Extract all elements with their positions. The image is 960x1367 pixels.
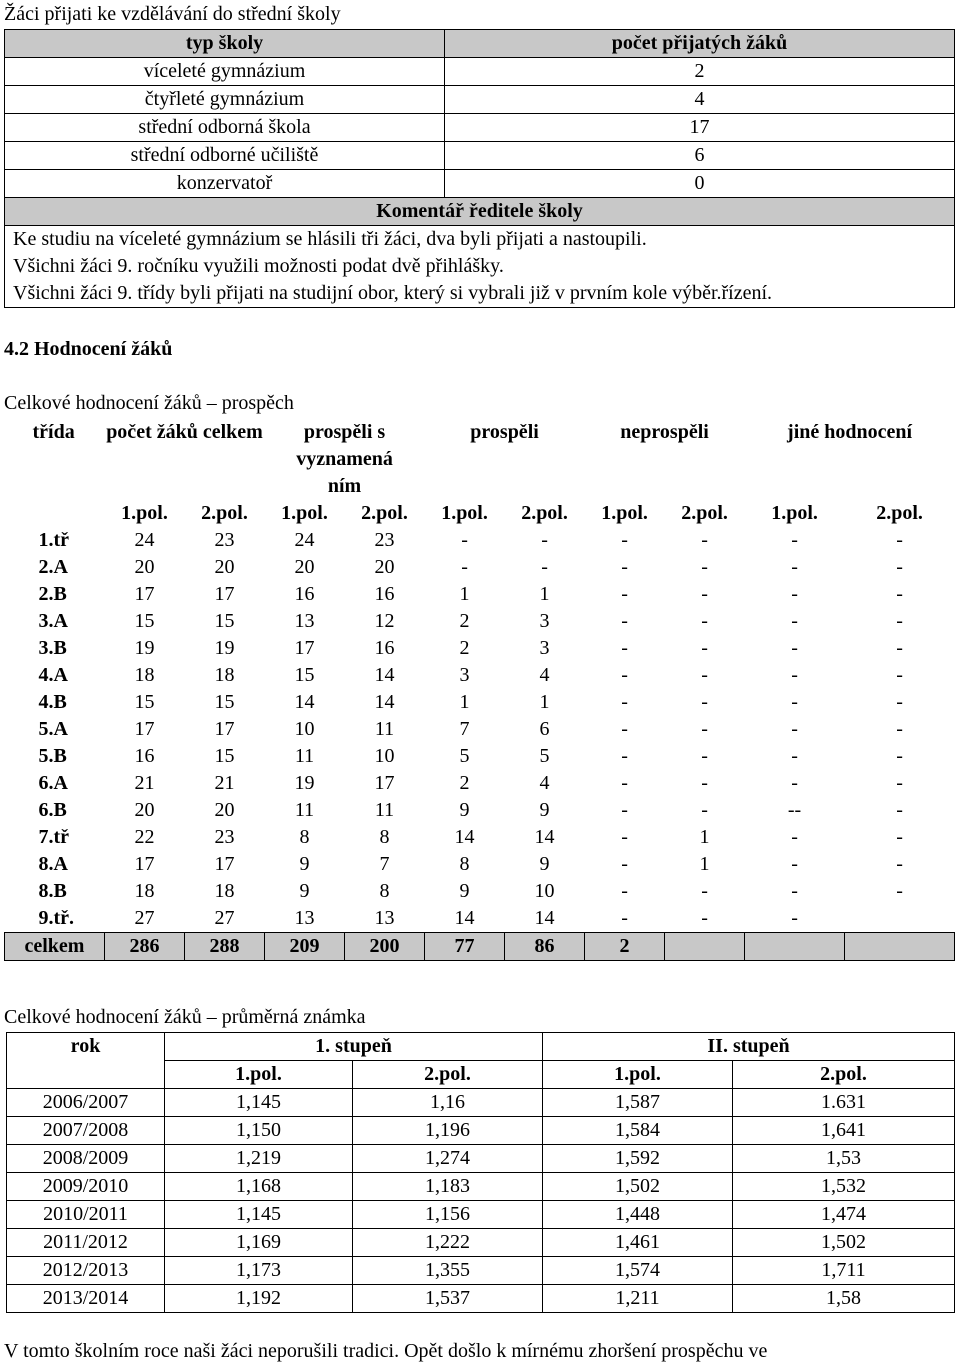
- grade-count-cell: -: [791, 718, 798, 740]
- grade-count-cell: 21: [214, 772, 235, 794]
- table-row: [7, 1173, 955, 1201]
- grade-count-cell: -: [791, 610, 798, 632]
- grade-count-cell: 17: [294, 637, 315, 659]
- grade-count-cell: 10: [374, 745, 395, 767]
- grade-count-cell: -: [701, 880, 708, 902]
- grade-count-cell: -: [701, 637, 708, 659]
- average-grade-cell: 1.631: [733, 1089, 955, 1117]
- average-grade-cell: 1,173: [165, 1257, 353, 1285]
- grade-count-cell: 11: [374, 799, 395, 821]
- grade-count-cell: 14: [374, 691, 395, 713]
- grade-count-cell: 1: [539, 691, 550, 713]
- table-row: [7, 1117, 955, 1145]
- grade-count-cell: -: [791, 583, 798, 605]
- class-label-cell: 2.B: [38, 583, 67, 605]
- grade-count-cell: 14: [454, 826, 475, 848]
- grade-count-cell: 1: [539, 583, 550, 605]
- grade-count-cell: -: [896, 853, 903, 875]
- grade-count-cell: -: [896, 718, 903, 740]
- grade-count-cell: -: [791, 637, 798, 659]
- grade-count-cell: -: [621, 853, 628, 875]
- grade-count-cell: 15: [214, 691, 235, 713]
- year-cell: 2011/2012: [7, 1229, 165, 1257]
- table-row: [7, 1201, 955, 1229]
- average-grade-cell: 1,587: [543, 1089, 733, 1117]
- grade-count-cell: -: [621, 556, 628, 578]
- total-label-cell: celkem: [5, 933, 105, 961]
- grade-count-cell: -: [701, 772, 708, 794]
- col-total-students: počet žáků celkem: [106, 421, 263, 443]
- table-row: [5, 170, 955, 198]
- grade-count-cell: 18: [214, 664, 235, 686]
- comment-header: Komentář ředitele školy: [5, 198, 955, 226]
- col-semester: 2.pol.: [733, 1061, 955, 1089]
- average-grade-cell: 1,192: [165, 1285, 353, 1313]
- table-row: [5, 905, 955, 933]
- grade-count-cell: 22: [134, 826, 155, 848]
- school-type-cell: víceleté gymnázium: [5, 58, 445, 86]
- grade-count-cell: 14: [374, 664, 395, 686]
- admitted-count-cell: 17: [445, 114, 955, 142]
- grade-count-cell: 27: [214, 907, 235, 929]
- col-semester: 2.pol.: [876, 502, 923, 524]
- table-row: [5, 608, 955, 635]
- average-grade-cell: 1,168: [165, 1173, 353, 1201]
- grade-count-cell: 16: [374, 583, 395, 605]
- grade-count-cell: 18: [214, 880, 235, 902]
- grade-count-cell: 24: [134, 529, 155, 551]
- col-semester: 1.pol.: [543, 1061, 733, 1089]
- average-grade-cell: 1,355: [353, 1257, 543, 1285]
- average-grade-cell: 1,641: [733, 1117, 955, 1145]
- total-value-cell: 77: [425, 933, 505, 961]
- grade-count-cell: 14: [294, 691, 315, 713]
- average-grade-cell: 1,145: [165, 1201, 353, 1229]
- class-label-cell: 2.A: [38, 556, 68, 578]
- grade-count-cell: 19: [294, 772, 315, 794]
- grade-count-cell: 5: [459, 745, 470, 767]
- grade-count-cell: -: [701, 583, 708, 605]
- admitted-count-cell: 0: [445, 170, 955, 198]
- average-grade-cell: 1,53: [733, 1145, 955, 1173]
- grade-count-cell: -: [896, 799, 903, 821]
- grade-count-cell: -: [621, 772, 628, 794]
- grade-count-cell: 4: [539, 772, 550, 794]
- grade-count-cell: -: [791, 772, 798, 794]
- grade-count-cell: 4: [539, 664, 550, 686]
- grade-count-cell: -: [896, 745, 903, 767]
- grade-count-cell: 13: [374, 907, 395, 929]
- grade-count-cell: 15: [134, 610, 155, 632]
- grade-count-cell: 9: [299, 853, 310, 875]
- grade-count-cell: 11: [294, 799, 315, 821]
- grade-count-cell: 7: [379, 853, 390, 875]
- grade-count-cell: -: [896, 610, 903, 632]
- table-row: [5, 662, 955, 689]
- average-grade-cell: 1,502: [733, 1229, 955, 1257]
- average-subtitle: Celkové hodnocení žáků – průměrná známka: [4, 1006, 366, 1028]
- grade-count-cell: 9: [459, 799, 470, 821]
- grade-count-cell: -: [791, 529, 798, 551]
- grade-count-cell: -: [541, 529, 548, 551]
- grade-count-cell: -: [701, 907, 708, 929]
- grade-count-cell: 9: [539, 799, 550, 821]
- table-row: [5, 770, 955, 797]
- table-row: [5, 716, 955, 743]
- class-label-cell: 9.tř.: [38, 907, 75, 929]
- grade-count-cell: 20: [134, 556, 155, 578]
- table-row: [5, 114, 955, 142]
- grade-count-cell: 20: [214, 799, 235, 821]
- grade-count-cell: -: [701, 556, 708, 578]
- grade-count-cell: 13: [294, 907, 315, 929]
- class-label-cell: 3.B: [38, 637, 67, 659]
- grade-count-cell: 6: [539, 718, 550, 740]
- grade-count-cell: 19: [134, 637, 155, 659]
- section-heading: 4.2 Hodnocení žáků: [4, 338, 173, 360]
- school-type-cell: střední odborná škola: [5, 114, 445, 142]
- comment-line: Ke studiu na víceleté gymnázium se hlásili tři žáci, dva byli přijati a nastoupili.: [5, 226, 955, 254]
- average-grade-cell: 1,274: [353, 1145, 543, 1173]
- grade-count-cell: -: [621, 745, 628, 767]
- grade-count-cell: 24: [294, 529, 315, 551]
- total-value-cell: [665, 933, 745, 961]
- class-label-cell: 7.tř: [38, 826, 70, 848]
- header-school-type: typ školy: [5, 30, 445, 58]
- grade-count-cell: -: [621, 637, 628, 659]
- average-grade-cell: 1,574: [543, 1257, 733, 1285]
- table-row: [5, 635, 955, 662]
- grade-count-cell: 17: [214, 718, 235, 740]
- grade-count-cell: 23: [214, 826, 235, 848]
- total-value-cell: [845, 933, 955, 961]
- grade-count-cell: -: [791, 880, 798, 902]
- table-row: [5, 743, 955, 770]
- grade-count-cell: 19: [214, 637, 235, 659]
- average-grade-cell: 1,711: [733, 1257, 955, 1285]
- col-failed: neprospěli: [620, 421, 709, 443]
- grade-count-cell: 9: [299, 880, 310, 902]
- grade-count-cell: 15: [294, 664, 315, 686]
- year-cell: 2012/2013: [7, 1257, 165, 1285]
- grade-count-cell: 17: [134, 583, 155, 605]
- grade-count-cell: 10: [534, 880, 555, 902]
- table-row: [5, 554, 955, 581]
- average-grade-cell: 1,448: [543, 1201, 733, 1229]
- average-grade-cell: 1,584: [543, 1117, 733, 1145]
- col-semester: 1.pol.: [771, 502, 818, 524]
- school-type-cell: čtyřleté gymnázium: [5, 86, 445, 114]
- average-grade-cell: 1,592: [543, 1145, 733, 1173]
- table-row: [5, 142, 955, 170]
- grade-count-cell: 21: [134, 772, 155, 794]
- grade-count-cell: -: [896, 691, 903, 713]
- grade-count-cell: 20: [374, 556, 395, 578]
- comment-line: Všichni žáci 9. ročníku využili možnosti podat dvě přihlášky.: [5, 253, 955, 280]
- grade-count-cell: -: [621, 664, 628, 686]
- grade-count-cell: -: [896, 772, 903, 794]
- table-row: [5, 689, 955, 716]
- col-semester: 1.pol.: [601, 502, 648, 524]
- grade-count-cell: -: [701, 610, 708, 632]
- grade-count-cell: 20: [134, 799, 155, 821]
- total-value-cell: 209: [265, 933, 345, 961]
- table-row: [5, 581, 955, 608]
- col-first-stage: 1. stupeň: [165, 1033, 543, 1061]
- average-grade-cell: 1,211: [543, 1285, 733, 1313]
- average-grade-cell: 1,58: [733, 1285, 955, 1313]
- grade-count-cell: 16: [134, 745, 155, 767]
- grade-count-cell: -: [621, 583, 628, 605]
- class-label-cell: 5.A: [38, 718, 68, 740]
- grade-count-cell: -: [461, 556, 468, 578]
- grade-count-cell: -: [621, 718, 628, 740]
- year-cell: 2007/2008: [7, 1117, 165, 1145]
- table-row: [5, 824, 955, 851]
- admission-title: Žáci přijati ke vzdělávání do střední školy: [4, 3, 341, 25]
- grade-count-cell: -: [896, 556, 903, 578]
- grade-count-cell: 1: [699, 826, 710, 848]
- col-second-stage: II. stupeň: [543, 1033, 955, 1061]
- grade-count-cell: 1: [459, 691, 470, 713]
- grade-count-cell: -: [701, 799, 708, 821]
- grade-count-cell: 3: [539, 637, 550, 659]
- grade-count-cell: 17: [134, 853, 155, 875]
- average-grade-cell: 1,219: [165, 1145, 353, 1173]
- grade-count-cell: 17: [134, 718, 155, 740]
- average-grade-cell: 1,150: [165, 1117, 353, 1145]
- total-value-cell: 286: [105, 933, 185, 961]
- table-row: [5, 851, 955, 878]
- grade-count-cell: 8: [459, 853, 470, 875]
- col-semester: 2.pol.: [353, 1061, 543, 1089]
- grade-count-cell: -: [701, 691, 708, 713]
- col-passed: prospěli: [470, 421, 539, 443]
- class-label-cell: 6.B: [38, 799, 67, 821]
- grade-count-cell: 9: [539, 853, 550, 875]
- grade-count-cell: 11: [374, 718, 395, 740]
- total-value-cell: 86: [505, 933, 585, 961]
- class-label-cell: 1.tř: [38, 529, 70, 551]
- grade-count-cell: 16: [374, 637, 395, 659]
- grade-count-cell: -: [621, 799, 628, 821]
- grade-count-cell: -: [621, 826, 628, 848]
- grade-count-cell: -: [791, 907, 798, 929]
- col-year: rok: [7, 1033, 165, 1061]
- col-semester: 1.pol.: [121, 502, 168, 524]
- grade-count-cell: -: [621, 907, 628, 929]
- table-row: [5, 58, 955, 86]
- average-grade-table: [6, 1032, 955, 1313]
- grade-count-cell: 13: [294, 610, 315, 632]
- closing-paragraph: V tomto školním roce naši žáci neporušili tradici. Opět došlo k mírnému zhoršení prospěchu ve: [4, 1340, 768, 1362]
- grade-count-cell: 2: [459, 637, 470, 659]
- col-semester: 1.pol.: [441, 502, 488, 524]
- grade-count-cell: 11: [294, 745, 315, 767]
- grade-count-cell: -: [621, 691, 628, 713]
- grade-count-cell: -: [791, 826, 798, 848]
- table-row: [7, 1089, 955, 1117]
- school-type-cell: konzervatoř: [5, 170, 445, 198]
- grade-count-cell: -: [896, 583, 903, 605]
- table-row: [5, 878, 955, 905]
- grade-count-cell: -: [701, 745, 708, 767]
- grade-count-cell: -: [791, 556, 798, 578]
- grade-count-cell: 14: [534, 826, 555, 848]
- grade-count-cell: 23: [214, 529, 235, 551]
- col-other: jiné hodnocení: [787, 421, 913, 443]
- grade-count-cell: -: [791, 745, 798, 767]
- grade-count-cell: -: [896, 880, 903, 902]
- grade-count-cell: 8: [379, 880, 390, 902]
- table-row: [5, 527, 955, 554]
- grade-count-cell: 10: [294, 718, 315, 740]
- comment-line: Všichni žáci 9. třídy byli přijati na studijní obor, který si vybrali již v prvním kole výběr.řízení.: [5, 280, 955, 308]
- table-row: [5, 86, 955, 114]
- grade-count-cell: 1: [699, 853, 710, 875]
- year-cell: 2010/2011: [7, 1201, 165, 1229]
- average-grade-cell: 1,196: [353, 1117, 543, 1145]
- class-label-cell: 4.A: [38, 664, 68, 686]
- grade-count-cell: 15: [134, 691, 155, 713]
- class-label-cell: 8.A: [38, 853, 68, 875]
- grade-count-cell: -: [701, 664, 708, 686]
- grade-count-cell: 20: [294, 556, 315, 578]
- total-row: [5, 933, 955, 961]
- average-grade-cell: 1,183: [353, 1173, 543, 1201]
- grade-count-cell: 23: [374, 529, 395, 551]
- grade-count-cell: 8: [379, 826, 390, 848]
- class-label-cell: 6.A: [38, 772, 68, 794]
- grade-count-cell: 17: [214, 853, 235, 875]
- grade-count-cell: 2: [459, 772, 470, 794]
- grade-count-cell: 16: [294, 583, 315, 605]
- year-cell: 2008/2009: [7, 1145, 165, 1173]
- grade-count-cell: 5: [539, 745, 550, 767]
- grade-count-cell: 7: [459, 718, 470, 740]
- grade-count-cell: -: [461, 529, 468, 551]
- table-row: [7, 1229, 955, 1257]
- grade-count-cell: -: [621, 610, 628, 632]
- average-grade-cell: 1,502: [543, 1173, 733, 1201]
- school-type-cell: střední odborné učiliště: [5, 142, 445, 170]
- grade-count-cell: 17: [374, 772, 395, 794]
- average-grade-cell: 1,145: [165, 1089, 353, 1117]
- grade-count-cell: -: [701, 718, 708, 740]
- grade-count-cell: 12: [374, 610, 395, 632]
- col-semester: 2.pol.: [361, 502, 408, 524]
- grade-count-cell: 15: [214, 745, 235, 767]
- col-semester: 1.pol.: [281, 502, 328, 524]
- table-row: [7, 1285, 955, 1313]
- class-label-cell: 4.B: [38, 691, 67, 713]
- grade-count-cell: -: [896, 637, 903, 659]
- grade-count-cell: -: [701, 529, 708, 551]
- year-cell: 2013/2014: [7, 1285, 165, 1313]
- grade-count-cell: 8: [299, 826, 310, 848]
- grade-count-cell: 3: [539, 610, 550, 632]
- grade-count-cell: -: [791, 691, 798, 713]
- grades-subtitle: Celkové hodnocení žáků – prospěch: [4, 392, 294, 414]
- grade-count-cell: 14: [454, 907, 475, 929]
- average-grade-cell: 1,222: [353, 1229, 543, 1257]
- grade-count-cell: 18: [134, 664, 155, 686]
- year-cell: 2006/2007: [7, 1089, 165, 1117]
- grade-count-cell: 3: [459, 664, 470, 686]
- col-semester: 2.pol.: [201, 502, 248, 524]
- total-value-cell: 2: [585, 933, 665, 961]
- col-honors: prospěli s vyznamená ním: [296, 421, 393, 497]
- year-cell: 2009/2010: [7, 1173, 165, 1201]
- average-grade-cell: 1,16: [353, 1089, 543, 1117]
- grade-count-cell: -: [791, 853, 798, 875]
- col-semester: 2.pol.: [521, 502, 568, 524]
- average-grade-cell: 1,537: [353, 1285, 543, 1313]
- grade-count-cell: 14: [534, 907, 555, 929]
- grade-count-cell: -: [791, 664, 798, 686]
- table-row: [7, 1257, 955, 1285]
- col-semester: 2.pol.: [681, 502, 728, 524]
- grade-count-cell: --: [787, 799, 802, 821]
- grade-count-cell: 2: [459, 610, 470, 632]
- col-semester: 1.pol.: [165, 1061, 353, 1089]
- grade-count-cell: -: [621, 529, 628, 551]
- grade-count-cell: -: [621, 880, 628, 902]
- total-value-cell: [745, 933, 845, 961]
- grade-count-cell: -: [896, 529, 903, 551]
- total-value-cell: 288: [185, 933, 265, 961]
- grade-count-cell: 20: [214, 556, 235, 578]
- grade-count-cell: -: [896, 664, 903, 686]
- table-row: [5, 797, 955, 824]
- grade-count-cell: -: [896, 826, 903, 848]
- admitted-count-cell: 2: [445, 58, 955, 86]
- admitted-count-cell: 4: [445, 86, 955, 114]
- average-grade-cell: 1,474: [733, 1201, 955, 1229]
- average-grade-cell: 1,156: [353, 1201, 543, 1229]
- grade-count-cell: 15: [214, 610, 235, 632]
- total-value-cell: 200: [345, 933, 425, 961]
- grade-count-cell: -: [541, 556, 548, 578]
- grade-count-cell: 9: [459, 880, 470, 902]
- grade-count-cell: [845, 905, 955, 933]
- class-label-cell: 5.B: [38, 745, 67, 767]
- grade-count-cell: 18: [134, 880, 155, 902]
- class-label-cell: 3.A: [38, 610, 68, 632]
- col-class: třída: [32, 421, 75, 443]
- admission-table: [4, 29, 955, 308]
- average-grade-cell: 1,532: [733, 1173, 955, 1201]
- grade-count-cell: 17: [214, 583, 235, 605]
- admitted-count-cell: 6: [445, 142, 955, 170]
- grade-count-cell: 1: [459, 583, 470, 605]
- header-admitted-count: počet přijatých žáků: [445, 30, 955, 58]
- table-row: [7, 1145, 955, 1173]
- class-label-cell: 8.B: [38, 880, 67, 902]
- grade-count-cell: 27: [134, 907, 155, 929]
- average-grade-cell: 1,169: [165, 1229, 353, 1257]
- average-grade-cell: 1,461: [543, 1229, 733, 1257]
- grades-table: [4, 419, 955, 961]
